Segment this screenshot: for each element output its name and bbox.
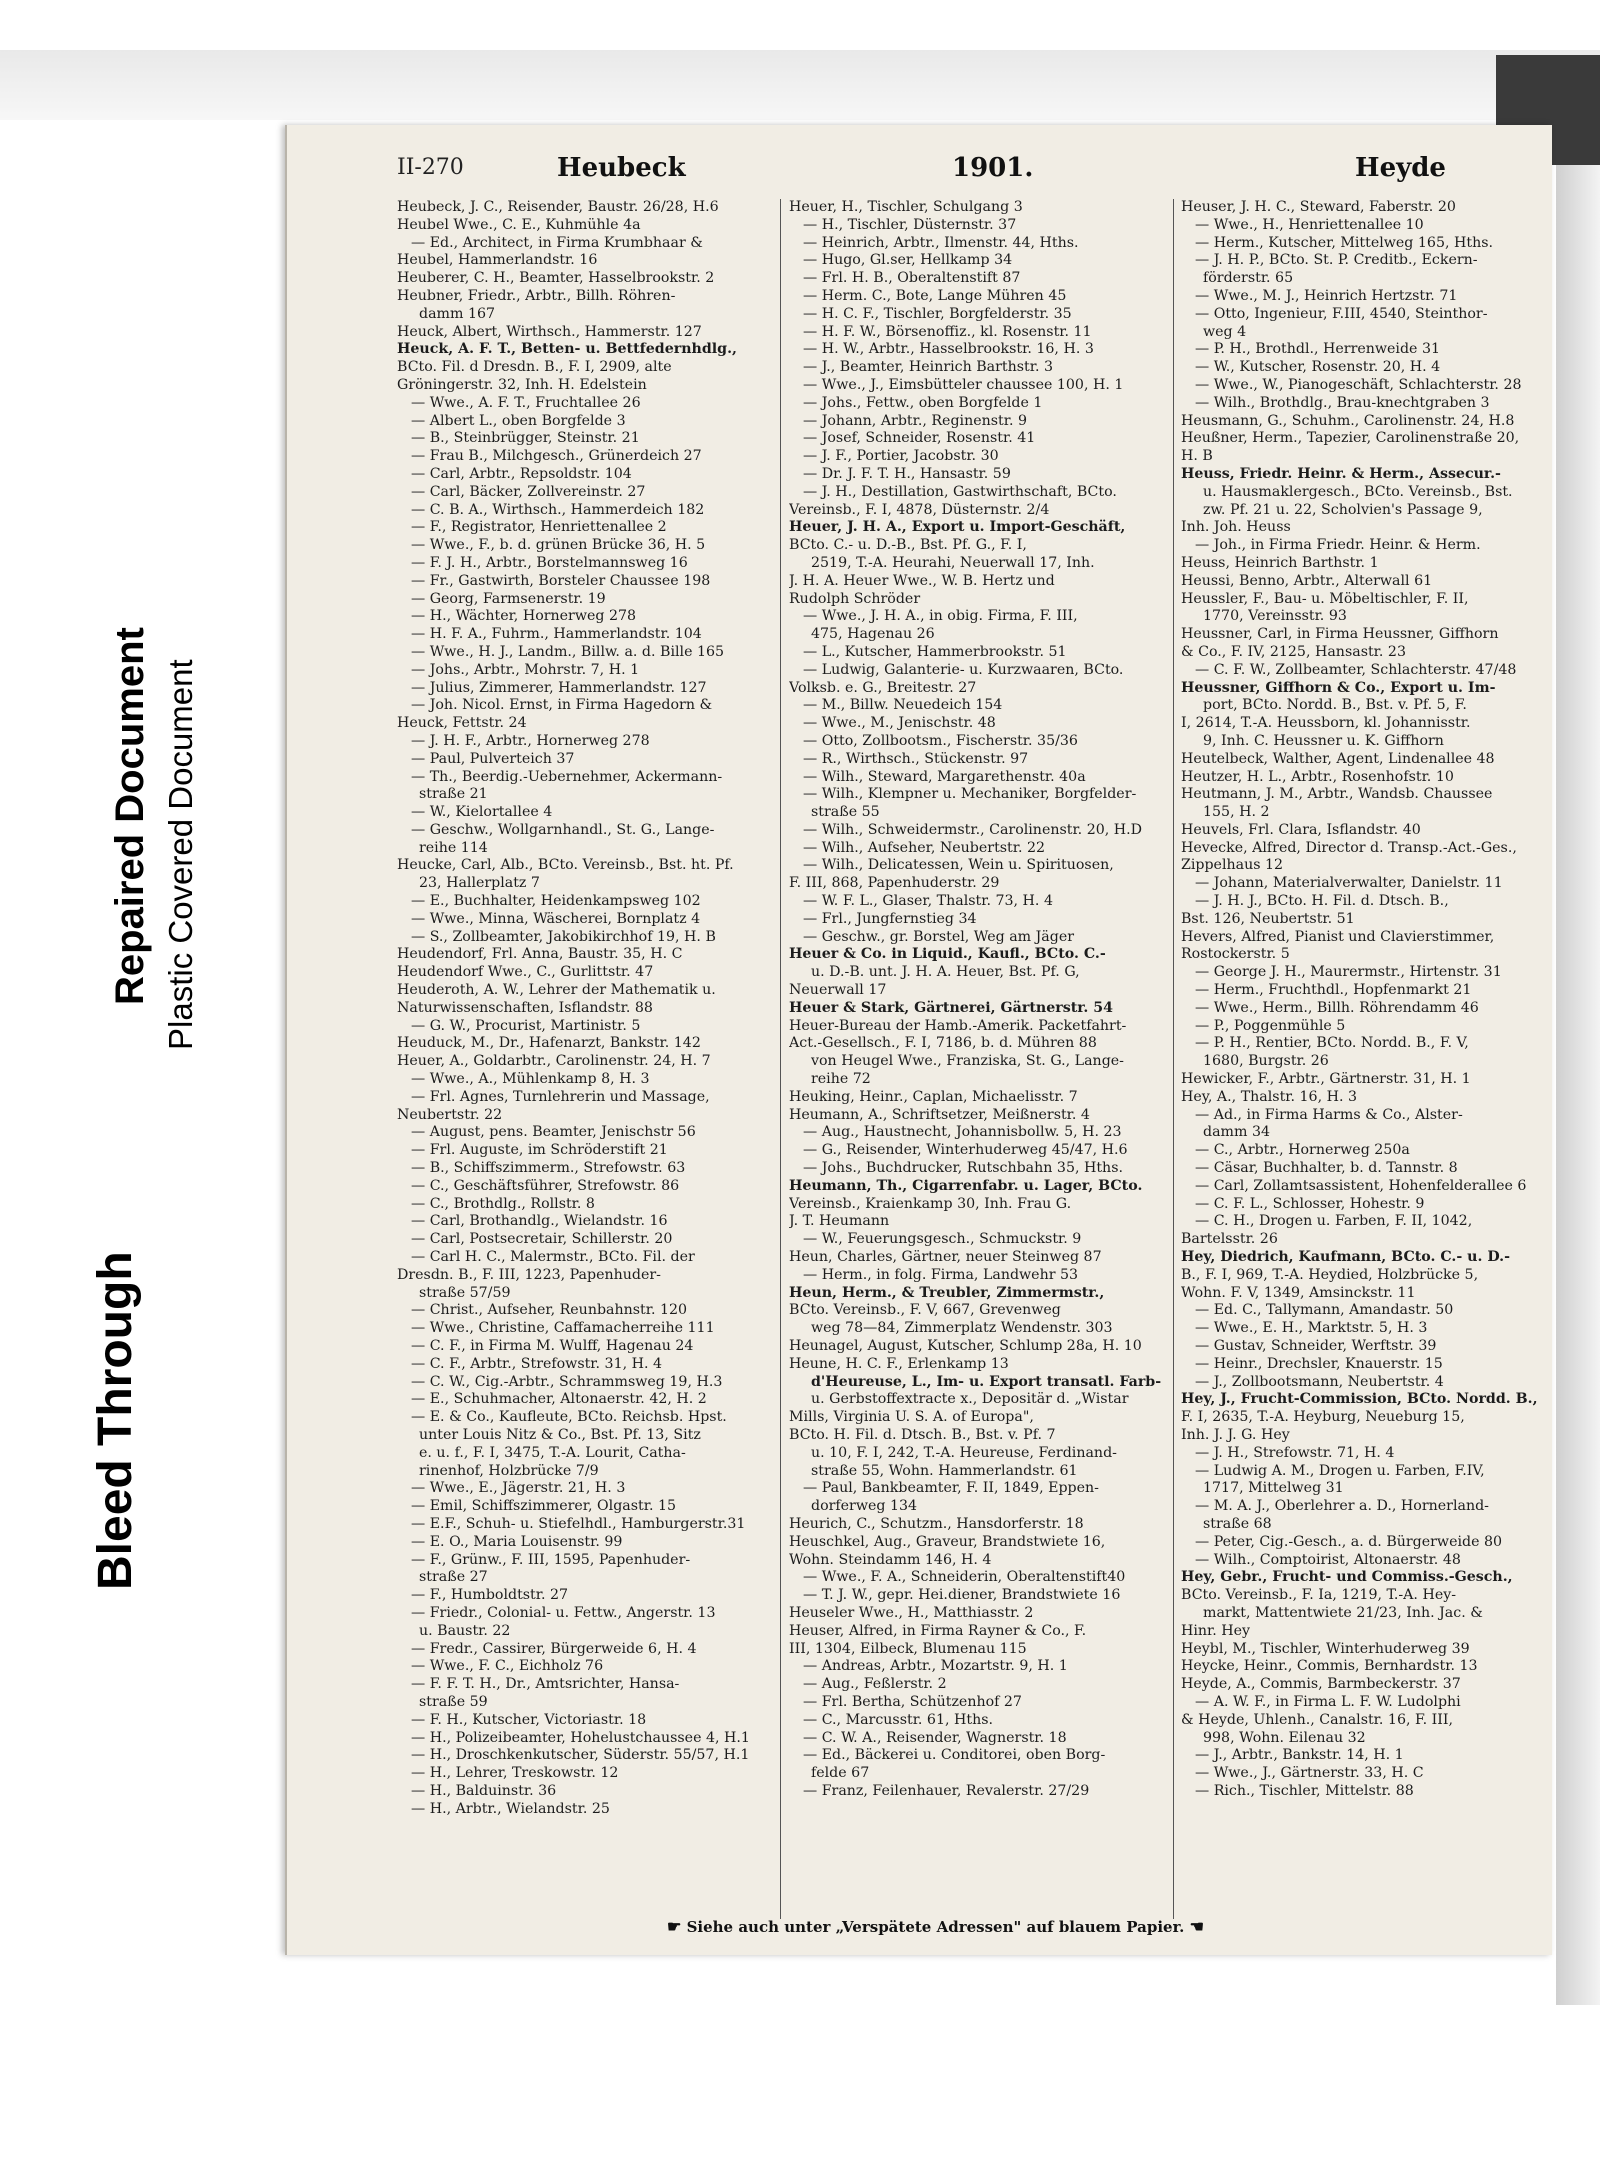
- directory-entry-line: — Frl. Agnes, Turnlehrerin und Massage,: [411, 1088, 710, 1105]
- directory-entry-line: — F. J. H., Arbtr., Borstelmannsweg 16: [411, 554, 688, 571]
- directory-entry-line: — Paul, Pulverteich 37: [411, 750, 575, 767]
- directory-entry-line: I, 2614, T.-A. Heussborn, kl. Johannisstr.: [1181, 715, 1471, 732]
- directory-entry-line: — Johann, Materialverwalter, Danielstr. 11: [1195, 875, 1503, 892]
- directory-entry-line: — B., Schiffszimmerm., Strefowstr. 63: [411, 1160, 686, 1177]
- directory-entry-line: — Fredr., Cassirer, Bürgerweide 6, H. 4: [411, 1640, 697, 1657]
- directory-entry-line: Heussner, Giffhorn & Co., Export u. Im-: [1181, 679, 1496, 696]
- directory-entry-line: — Rich., Tischler, Mittelstr. 88: [1195, 1782, 1414, 1799]
- directory-entry-line: — F., Registrator, Henriettenallee 2: [411, 519, 667, 536]
- directory-entry-line: Mills, Virginia U. S. A. of Europa",: [789, 1409, 1034, 1426]
- directory-entry-line: Heuking, Heinr., Caplan, Michaelisstr. 7: [789, 1088, 1078, 1105]
- directory-entry-line: — Emil, Schiffszimmerer, Olgastr. 15: [411, 1498, 677, 1515]
- directory-entry-line: Hevecke, Alfred, Director d. Transp.-Act.-Ges.,: [1181, 839, 1517, 856]
- directory-entry-line: Heuer, H., Tischler, Schulgang 3: [789, 199, 1023, 215]
- header-right-catchword: Heyde: [1355, 153, 1446, 183]
- directory-entry-line: d'Heureuse, L., Im- u. Export transatl. Farb-: [811, 1373, 1161, 1390]
- directory-entry-line: Heuseler Wwe., H., Matthiasstr. 2: [789, 1604, 1034, 1621]
- directory-entry-line: — Wwe., M., Jenischstr. 48: [803, 715, 996, 732]
- directory-entry-line: — Wilh., Steward, Margarethenstr. 40a: [803, 768, 1086, 785]
- directory-entry-line: Rostockerstr. 5: [1181, 946, 1290, 963]
- directory-entry-line: — J. H., Destillation, Gastwirthschaft, BCto.: [803, 483, 1117, 500]
- directory-entry-line: — Herm., Fruchthdl., Hopfenmarkt 21: [1195, 982, 1472, 999]
- directory-entry-line: Hewicker, F., Arbtr., Gärtnerstr. 31, H. 1: [1181, 1071, 1471, 1088]
- directory-entry-line: — Wwe., W., Pianogeschäft, Schlachterstr. 28: [1195, 376, 1522, 393]
- directory-entry-line: Heuser, Alfred, in Firma Rayner & Co., F.: [789, 1622, 1087, 1639]
- directory-entry-line: straße 55, Wohn. Hammerlandstr. 61: [811, 1462, 1078, 1479]
- directory-entry-line: Heutelbeck, Walther, Agent, Lindenallee 48: [1181, 750, 1495, 767]
- directory-entry-line: weg 78—84, Zimmerplatz Wendenstr. 303: [811, 1320, 1113, 1337]
- directory-entry-line: Neuerwall 17: [789, 982, 887, 999]
- column-1: [397, 199, 769, 1819]
- directory-entry-line: — W., Kielortallee 4: [411, 804, 553, 821]
- directory-entry-line: — H., Wächter, Hornerweg 278: [411, 608, 637, 625]
- directory-entry-line: — C. F., Arbtr., Strefowstr. 31, H. 4: [411, 1355, 663, 1372]
- directory-entry-line: Wohn. Steindamm 146, H. 4: [789, 1551, 992, 1568]
- directory-entry-line: — F. H., Kutscher, Victoriastr. 18: [411, 1711, 647, 1728]
- directory-entry-line: — Carl, Arbtr., Repsoldstr. 104: [411, 465, 632, 482]
- directory-entry-line: — Wilh., Comptoirist, Altonaerstr. 48: [1195, 1551, 1461, 1568]
- directory-entry-line: Dresdn. B., F. III, 1223, Papenhuder-: [397, 1266, 661, 1283]
- header-left-catchword: Heubeck: [557, 153, 686, 183]
- directory-entry-line: — Ed., Bäckerei u. Conditorei, oben Borg-: [803, 1747, 1106, 1764]
- directory-entry-line: — Wwe., Christine, Caffamacherreihe 111: [411, 1320, 715, 1337]
- directory-entry-line: Heuer-Bureau der Hamb.-Amerik. Packetfahrt-: [789, 1017, 1127, 1034]
- column-divider: [1173, 199, 1174, 1919]
- directory-entry-line: — P. H., Rentier, BCto. Nordd. B., F. V,: [1195, 1035, 1469, 1052]
- directory-entry-line: Heuck, Fettstr. 24: [397, 715, 527, 732]
- directory-entry-line: — H., Arbtr., Wielandstr. 25: [411, 1800, 610, 1817]
- directory-entry-line: felde 67: [811, 1765, 870, 1782]
- directory-entry-line: 23, Hallerplatz 7: [419, 875, 540, 892]
- directory-entry-line: — Josef, Schneider, Rosenstr. 41: [803, 430, 1036, 447]
- directory-entry-line: BCto. C.- u. D.-B., Bst. Pf. G., F. I,: [789, 537, 1027, 554]
- directory-entry-line: — Wilh., Schweidermstr., Carolinenstr. 20, H.D: [803, 821, 1143, 838]
- directory-entry-line: Heuberer, C. H., Beamter, Hasselbrookstr. 2: [397, 270, 715, 287]
- directory-entry-line: Heutzer, H. L., Arbtr., Rosenhofstr. 10: [1181, 768, 1454, 785]
- directory-entry-line: dorferweg 134: [811, 1498, 918, 1515]
- directory-entry-line: 9, Inh. C. Heussner u. K. Giffhorn: [1203, 732, 1444, 749]
- directory-entry-line: — Carl, Zollamtsassistent, Hohenfelderallee 6: [1195, 1177, 1527, 1194]
- directory-entry-line: — Wwe., H. J., Landm., Billw. a. d. Bille 165: [411, 643, 725, 660]
- directory-entry-line: BCto. Fil. d Dresdn. B., F. I, 2909, alte: [397, 359, 672, 376]
- directory-entry-line: — E. & Co., Kaufleute, BCto. Reichsb. Hpst.: [411, 1409, 727, 1426]
- pointing-hand-right-icon: ☚: [1189, 1917, 1204, 1936]
- directory-entry-line: Heuser, J. H. C., Steward, Faberstr. 20: [1181, 199, 1456, 215]
- directory-entry-line: BCto. Vereinsb., F. Ia, 1219, T.-A. Hey-: [1181, 1587, 1457, 1604]
- directory-entry-line: — E. O., Maria Louisenstr. 99: [411, 1533, 623, 1550]
- directory-entry-line: weg 4: [1203, 323, 1247, 340]
- directory-entry-line: — Julius, Zimmerer, Hammerlandstr. 127: [411, 679, 707, 696]
- directory-entry-line: — Wwe., M. J., Heinrich Hertzstr. 71: [1195, 287, 1458, 304]
- directory-entry-line: — B., Steinbrügger, Steinstr. 21: [411, 430, 640, 447]
- directory-entry-line: Heumann, A., Schriftsetzer, Meißnerstr. 4: [789, 1106, 1090, 1123]
- directory-entry-line: Heudendorf Wwe., C., Gurlittstr. 47: [397, 964, 654, 981]
- directory-entry-line: 1680, Burgstr. 26: [1203, 1053, 1329, 1070]
- directory-entry-line: reihe 114: [419, 839, 488, 856]
- directory-entry-line: — Carl, Bäcker, Zollvereinstr. 27: [411, 483, 646, 500]
- directory-entry-line: — Johann, Arbtr., Reginenstr. 9: [803, 412, 1027, 429]
- directory-entry-line: — H., Droschkenkutscher, Süderstr. 55/57, H.1: [411, 1747, 750, 1764]
- directory-entry-line: — Aug., Feßlerstr. 2: [803, 1676, 947, 1693]
- directory-entry-line: Vereinsb., Kraienkamp 30, Inh. Frau G.: [789, 1195, 1072, 1212]
- directory-entry-line: — Otto, Zollbootsm., Fischerstr. 35/36: [803, 732, 1078, 749]
- column-divider: [780, 199, 781, 1919]
- directory-entry-line: — Otto, Ingenieur, F.III, 4540, Steinthor-: [1195, 305, 1488, 322]
- directory-entry-line: — C. W., Cig.-Arbtr., Schrammsweg 19, H.3: [411, 1373, 723, 1390]
- directory-entry-line: Naturwissenschaften, Isflandstr. 88: [397, 999, 653, 1016]
- directory-entry-line: u. Hausmaklergesch., BCto. Vereinsb., Bst.: [1203, 483, 1513, 500]
- directory-entry-line: Wohn. F. V, 1349, Amsinckstr. 11: [1181, 1284, 1416, 1301]
- directory-entry-line: — Geschw., Wollgarnhandl., St. G., Lange-: [411, 821, 715, 838]
- directory-entry-line: straße 21: [419, 786, 488, 803]
- directory-entry-line: — Joh. Nicol. Ernst, in Firma Hagedorn &: [411, 697, 713, 714]
- directory-entry-line: Act.-Gesellsch., F. I, 7186, b. d. Mühren 88: [789, 1035, 1097, 1052]
- directory-entry-line: Heuck, Albert, Wirthsch., Hammerstr. 127: [397, 323, 702, 340]
- directory-entry-line: F. I, 2635, T.-A. Heyburg, Neueburg 15,: [1181, 1409, 1465, 1426]
- directory-entry-line: Heuer & Stark, Gärtnerei, Gärtnerstr. 54: [789, 999, 1114, 1016]
- directory-entry-line: Heuer, J. H. A., Export u. Import-Geschäft,: [789, 519, 1126, 536]
- directory-entry-line: & Co., F. IV, 2125, Hansastr. 23: [1181, 643, 1406, 660]
- directory-entry-line: — C. H., Drogen u. Farben, F. II, 1042,: [1195, 1213, 1473, 1230]
- directory-entry-line: — Heinrich, Arbtr., Ilmenstr. 44, Hths.: [803, 234, 1079, 251]
- directory-entry-line: — Carl, Postsecretair, Schillerstr. 20: [411, 1231, 673, 1248]
- directory-entry-line: — Friedr., Colonial- u. Fettw., Angerstr. 13: [411, 1604, 716, 1621]
- directory-entry-line: — J. H., Strefowstr. 71, H. 4: [1195, 1444, 1395, 1461]
- directory-entry-line: — Frl. H. B., Oberaltenstift 87: [803, 270, 1021, 287]
- directory-entry-line: — J., Arbtr., Bankstr. 14, H. 1: [1195, 1747, 1404, 1764]
- directory-entry-line: — G. W., Procurist, Martinistr. 5: [411, 1017, 641, 1034]
- directory-entry-line: straße 59: [419, 1693, 488, 1710]
- directory-entry-line: Volksb. e. G., Breitestr. 27: [789, 679, 977, 696]
- directory-entry-line: B., F. I, 969, T.-A. Heydied, Holzbrücke 5,: [1181, 1266, 1479, 1283]
- page-number: II-270: [397, 155, 464, 180]
- directory-entry-line: Heussler, F., Bau- u. Möbeltischler, F. II,: [1181, 590, 1469, 607]
- directory-entry-line: port, BCto. Nordd. B., Bst. v. Pf. 5, F.: [1203, 697, 1467, 714]
- directory-entry-line: Heuer, A., Goldarbtr., Carolinenstr. 24, H. 7: [397, 1053, 711, 1070]
- directory-entry-line: — W. F. L., Glaser, Thalstr. 73, H. 4: [803, 893, 1053, 910]
- directory-entry-line: Heußner, Herm., Tapezier, Carolinenstraße 20,: [1181, 430, 1520, 447]
- scan-right-edge: [1556, 55, 1600, 2005]
- directory-entry-line: — W., Feuerungsgesch., Schmuckstr. 9: [803, 1231, 1082, 1248]
- directory-entry-line: Heubel, Hammerlandstr. 16: [397, 252, 598, 269]
- directory-entry-line: — Wwe., A. F. T., Fruchtallee 26: [411, 394, 641, 411]
- directory-entry-line: Zippelhaus 12: [1181, 857, 1284, 874]
- directory-entry-line: — Herm. C., Bote, Lange Mühren 45: [803, 287, 1067, 304]
- directory-entry-line: Gröningerstr. 32, Inh. H. Edelstein: [397, 376, 647, 393]
- directory-entry-line: BCto. Vereinsb., F. V, 667, Grevenweg: [789, 1302, 1061, 1319]
- directory-entry-line: — Dr. J. F. T. H., Hansastr. 59: [803, 465, 1011, 482]
- directory-entry-line: Vereinsb., F. I, 4878, Düsternstr. 2/4: [789, 501, 1050, 518]
- directory-entry-line: — E., Buchhalter, Heidenkampsweg 102: [411, 893, 701, 910]
- directory-entry-line: — J. H. P., BCto. St. P. Creditb., Eckern-: [1195, 252, 1478, 269]
- directory-entry-line: J. T. Heumann: [789, 1213, 890, 1230]
- directory-entry-line: — Wwe., J., Eimsbütteler chaussee 100, H. 1: [803, 376, 1124, 393]
- directory-entry-line: u. D.-B. unt. J. H. A. Heuer, Bst. Pf. G,: [811, 964, 1080, 981]
- directory-entry-line: — Wwe., J., Gärtnerstr. 33, H. C: [1195, 1765, 1424, 1782]
- footer-text: Siehe auch unter „Verspätete Adressen" auf blauem Papier.: [686, 1918, 1185, 1936]
- directory-entry-line: Bartelsstr. 26: [1181, 1231, 1278, 1248]
- directory-entry-line: — Gustav, Schneider, Werftstr. 39: [1195, 1338, 1437, 1354]
- directory-entry-line: Heumann, Th., Cigarrenfabr. u. Lager, BCto.: [789, 1177, 1143, 1194]
- directory-entry-line: Heuschkel, Aug., Graveur, Brandstwiete 16,: [789, 1533, 1106, 1550]
- directory-entry-line: von Heugel Wwe., Franziska, St. G., Lange-: [811, 1053, 1124, 1070]
- directory-entry-line: Heun, Herm., & Treubler, Zimmermstr.,: [789, 1284, 1105, 1301]
- directory-entry-line: Heuer & Co. in Liquid., Kaufl., BCto. C.-: [789, 946, 1106, 963]
- directory-entry-line: — H. F. A., Fuhrm., Hammerlandstr. 104: [411, 626, 702, 643]
- directory-entry-line: — Aug., Haustnecht, Johannisbollw. 5, H. 23: [803, 1124, 1122, 1141]
- directory-entry-line: — August, pens. Beamter, Jenischstr 56: [411, 1124, 696, 1141]
- label-bleed-through: Bleed Through: [89, 1251, 142, 1590]
- directory-entry-line: — Albert L., oben Borgfelde 3: [411, 412, 626, 429]
- directory-entry-line: — J. H. F., Arbtr., Hornerweg 278: [411, 732, 650, 749]
- directory-entry-line: 475, Hagenau 26: [811, 626, 935, 643]
- directory-entry-line: — Johs., Fettw., oben Borgfelde 1: [803, 394, 1043, 411]
- directory-entry-line: — C., Marcusstr. 61, Hths.: [803, 1711, 994, 1728]
- directory-entry-line: Hinr. Hey: [1181, 1622, 1251, 1639]
- directory-entry-line: förderstr. 65: [1203, 270, 1294, 287]
- directory-entry-line: — Frl. Auguste, im Schröderstift 21: [411, 1142, 668, 1159]
- directory-entry-line: Hey, Diedrich, Kaufmann, BCto. C.- u. D.-: [1181, 1249, 1511, 1266]
- directory-entry-line: Heubel Wwe., C. E., Kuhmühle 4a: [397, 216, 641, 233]
- directory-entry-line: — C. F., in Firma M. Wulff, Hagenau 24: [411, 1338, 694, 1354]
- directory-entry-line: — C. W. A., Reisender, Wagnerstr. 18: [803, 1729, 1067, 1746]
- directory-entry-line: straße 55: [811, 804, 880, 821]
- directory-entry-line: — C. F. L., Schlosser, Hohestr. 9: [1195, 1195, 1425, 1212]
- directory-entry-line: Heurich, C., Schutzm., Hansdorferstr. 18: [789, 1515, 1084, 1532]
- directory-entry-line: 1717, Mittelweg 31: [1203, 1480, 1344, 1497]
- directory-entry-line: BCto. H. Fil. d. Dtsch. B., Bst. v. Pf. 7: [789, 1426, 1056, 1443]
- page-content: [397, 155, 1552, 1945]
- directory-entry-line: — Wilh., Aufseher, Neubertstr. 22: [803, 839, 1046, 856]
- directory-entry-line: — H. C. F., Tischler, Borgfelderstr. 35: [803, 305, 1072, 322]
- directory-entry-line: — Johs., Buchdrucker, Rutschbahn 35, Hths.: [803, 1160, 1123, 1177]
- directory-entry-line: Heussner, Carl, in Firma Heussner, Giffhorn: [1181, 626, 1499, 643]
- directory-entry-line: Heuss, Heinrich Barthstr. 1: [1181, 554, 1379, 571]
- directory-entry-line: — Hugo, Gl.ser, Hellkamp 34: [803, 252, 1013, 269]
- directory-entry-line: Heyde, A., Commis, Barmbeckerstr. 37: [1181, 1676, 1461, 1693]
- pointing-hand-left-icon: ☛: [667, 1917, 682, 1936]
- directory-entry-line: — Wwe., Herm., Billh. Röhrendamm 46: [1195, 999, 1479, 1016]
- directory-entry-line: — Peter, Cig.-Gesch., a. d. Bürgerweide 80: [1195, 1533, 1503, 1550]
- directory-entry-line: u. Gerbstoffextracte x., Depositär d. „Wistar: [811, 1391, 1129, 1408]
- directory-entry-line: — Herm., Kutscher, Mittelweg 165, Hths.: [1195, 234, 1493, 251]
- directory-entry-line: — Wilh., Delicatessen, Wein u. Spirituosen,: [803, 857, 1114, 874]
- column-3: [1181, 199, 1553, 1801]
- directory-entry-line: — Wwe., H., Henriettenallee 10: [1195, 216, 1424, 233]
- directory-entry-line: straße 68: [1203, 1515, 1272, 1532]
- directory-entry-line: Heuderoth, A. W., Lehrer der Mathematik u.: [397, 982, 716, 999]
- directory-entry-line: — J., Zollbootsmann, Neubertstr. 4: [1195, 1373, 1444, 1390]
- directory-entry-line: Heuduck, M., Dr., Hafenarzt, Bankstr. 142: [397, 1035, 701, 1052]
- directory-entry-line: — Ad., in Firma Harms & Co., Alster-: [1195, 1106, 1463, 1123]
- directory-entry-line: — Wilh., Klempner u. Mechaniker, Borgfelder-: [803, 786, 1137, 803]
- directory-entry-line: III, 1304, Eilbeck, Blumenau 115: [789, 1640, 1027, 1657]
- directory-entry-line: — H., Polizeibeamter, Hohelustchaussee 4, H.1: [411, 1729, 750, 1746]
- directory-entry-line: damm 34: [1203, 1124, 1271, 1141]
- directory-entry-line: — L., Kutscher, Hammerbrookstr. 51: [803, 643, 1067, 660]
- directory-entry-line: Inh. J. J. G. Hey: [1181, 1426, 1290, 1443]
- directory-entry-line: — Wwe., A., Mühlenkamp 8, H. 3: [411, 1071, 650, 1088]
- directory-entry-line: — P., Poggenmühle 5: [1195, 1017, 1346, 1034]
- directory-entry-line: Heutmann, J. M., Arbtr., Wandsb. Chaussee: [1181, 786, 1493, 803]
- directory-entry-line: markt, Mattentwiete 21/23, Inh. Jac. &: [1203, 1604, 1483, 1621]
- directory-entry-line: — C. B. A., Wirthsch., Hammerdeich 182: [411, 501, 705, 518]
- directory-entry-line: — George J. H., Maurermstr., Hirtenstr. 31: [1195, 964, 1502, 981]
- directory-entry-line: H. B: [1181, 448, 1213, 465]
- directory-entry-line: — Andreas, Arbtr., Mozartstr. 9, H. 1: [803, 1658, 1068, 1675]
- directory-entry-line: — Ludwig A. M., Drogen u. Farben, F.IV,: [1195, 1462, 1485, 1479]
- directory-entry-line: — Wwe., E., Jägerstr. 21, H. 3: [411, 1480, 626, 1497]
- directory-entry-line: — Geschw., gr. Borstel, Weg am Jäger: [803, 928, 1075, 945]
- directory-entry-line: — Cäsar, Buchhalter, b. d. Tannstr. 8: [1195, 1160, 1458, 1177]
- directory-entry-line: Hey, Gebr., Frucht- und Commiss.-Gesch.,: [1181, 1569, 1513, 1586]
- directory-entry-line: reihe 72: [811, 1071, 871, 1088]
- label-plastic-covered: Plastic Covered Document: [162, 659, 199, 1050]
- directory-entry-line: Heudendorf, Frl. Anna, Baustr. 35, H. C: [397, 946, 683, 963]
- page-footer-note: [667, 1917, 1204, 1936]
- directory-entry-line: Heybl, M., Tischler, Winterhuderweg 39: [1181, 1640, 1470, 1657]
- header-year: 1901.: [952, 153, 1034, 183]
- directory-entry-line: — H., Balduinstr. 36: [411, 1782, 557, 1799]
- directory-entry-line: Bst. 126, Neubertstr. 51: [1181, 910, 1355, 927]
- directory-entry-line: 1770, Vereinsstr. 93: [1203, 608, 1347, 625]
- directory-entry-line: Heuck, A. F. T., Betten- u. Bettfedernhdlg.,: [397, 341, 737, 358]
- directory-entry-line: damm 167: [419, 305, 496, 322]
- label-repaired-document: Repaired Document: [108, 627, 152, 1005]
- directory-entry-line: Heun, Charles, Gärtner, neuer Steinweg 87: [789, 1249, 1102, 1266]
- directory-entry-line: — Heinr., Drechsler, Knauerstr. 15: [1195, 1355, 1443, 1372]
- directory-entry-line: — E.F., Schuh- u. Stiefelhdl., Hamburgerstr.31: [411, 1515, 746, 1532]
- directory-entry-line: — T. J. W., gepr. Hei.diener, Brandstwiete 16: [803, 1587, 1121, 1604]
- directory-entry-line: — Wilh., Brothdlg., Brau-knechtgraben 3: [1195, 394, 1490, 411]
- directory-entry-line: — G., Reisender, Winterhuderweg 45/47, H.6: [803, 1142, 1128, 1159]
- directory-entry-line: u. Baustr. 22: [419, 1622, 511, 1639]
- directory-entry-line: — Wwe., F., b. d. grünen Brücke 36, H. 5: [411, 537, 706, 554]
- directory-entry-line: F. III, 868, Papenhuderstr. 29: [789, 875, 1000, 892]
- directory-entry-line: — C., Geschäftsführer, Strefowstr. 86: [411, 1177, 680, 1194]
- directory-entry-line: — Ed., Architect, in Firma Krumbhaar &: [411, 234, 703, 251]
- directory-entry-line: Hey, J., Frucht-Commission, BCto. Nordd. B.,: [1181, 1391, 1538, 1408]
- directory-entry-line: — C. F. W., Zollbeamter, Schlachterstr. 47/48: [1195, 661, 1517, 678]
- directory-entry-line: — F., Humboldtstr. 27: [411, 1587, 569, 1604]
- directory-entry-line: — Frl. Bertha, Schützenhof 27: [803, 1693, 1022, 1710]
- directory-entry-line: straße 57/59: [419, 1284, 511, 1301]
- directory-entry-line: — J. H. J., BCto. H. Fil. d. Dtsch. B.,: [1195, 893, 1449, 910]
- directory-entry-line: — P. H., Brothdl., Herrenweide 31: [1195, 341, 1441, 358]
- directory-entry-line: 2519, T.-A. Heurahi, Neuerwall 17, Inh.: [811, 554, 1095, 571]
- directory-entry-line: Heussi, Benno, Arbtr., Alterwall 61: [1181, 572, 1433, 589]
- directory-entry-line: — F. F. T. H., Dr., Amtsrichter, Hansa-: [411, 1676, 680, 1693]
- directory-entry-line: Hey, A., Thalstr. 16, H. 3: [1181, 1088, 1358, 1105]
- directory-entry-line: Neubertstr. 22: [397, 1106, 503, 1123]
- directory-entry-line: zw. Pf. 21 u. 22, Scholvien's Passage 9,: [1203, 501, 1483, 518]
- directory-entry-line: Heubeck, J. C., Reisender, Baustr. 26/28, H.6: [397, 199, 719, 215]
- directory-entry-line: — A. W. F., in Firma L. F. W. Ludolphi: [1195, 1693, 1461, 1710]
- directory-entry-line: — Christ., Aufseher, Reunbahnstr. 120: [411, 1302, 688, 1319]
- directory-entry-line: — H., Tischler, Düsternstr. 37: [803, 216, 1017, 233]
- directory-entry-line: — H. W., Arbtr., Hasselbrookstr. 16, H. 3: [803, 341, 1094, 358]
- directory-entry-line: — Ludwig, Galanterie- u. Kurzwaaren, BCto.: [803, 661, 1124, 678]
- directory-entry-line: Heusmann, G., Schuhm., Carolinenstr. 24, H.8: [1181, 412, 1515, 429]
- directory-entry-line: Heucke, Carl, Alb., BCto. Vereinsb., Bst. ht. Pf.: [397, 857, 734, 874]
- directory-entry-line: — Wwe., F. C., Eichholz 76: [411, 1658, 604, 1675]
- directory-entry-line: Heune, H. C. F., Erlenkamp 13: [789, 1355, 1009, 1372]
- directory-entry-line: — R., Wirthsch., Stückenstr. 97: [803, 750, 1029, 767]
- directory-entry-line: — Fr., Gastwirth, Borsteler Chaussee 198: [411, 572, 711, 589]
- directory-entry-line: Inh. Joh. Heuss: [1181, 519, 1291, 536]
- directory-entry-line: Heunagel, August, Kutscher, Schlump 28a, H. 10: [789, 1338, 1142, 1354]
- directory-entry-line: — Wwe., F. A., Schneiderin, Oberaltenstift40: [803, 1569, 1126, 1586]
- directory-entry-line: — Georg, Farmsenerstr. 19: [411, 590, 606, 607]
- scan-top-shadow: [0, 50, 1600, 120]
- directory-entry-line: — F., Grünw., F. III, 1595, Papenhuder-: [411, 1551, 691, 1568]
- directory-entry-line: u. 10, F. I, 242, T.-A. Heureuse, Ferdinand-: [811, 1444, 1117, 1461]
- directory-entry-line: Heuvels, Frl. Clara, Isflandstr. 40: [1181, 821, 1421, 838]
- directory-entry-line: — Wwe., J. H. A., in obig. Firma, F. III,: [803, 608, 1078, 625]
- directory-entry-line: — Johs., Arbtr., Mohrstr. 7, H. 1: [411, 661, 640, 678]
- directory-entry-line: — J. F., Portier, Jacobstr. 30: [803, 448, 999, 465]
- directory-entry-line: Rudolph Schröder: [789, 590, 921, 607]
- directory-entry-line: Heuss, Friedr. Heinr. & Herm., Assecur.-: [1181, 465, 1501, 482]
- column-2: [789, 199, 1161, 1801]
- directory-entry-line: e. u. f., F. I, 3475, T.-A. Lourit, Catha-: [419, 1444, 686, 1461]
- directory-entry-line: — Frau B., Milchgesch., Grünerdeich 27: [411, 448, 702, 465]
- directory-entry-line: — Frl., Jungfernstieg 34: [803, 910, 977, 927]
- directory-entry-line: — Carl, Brothandlg., Wielandstr. 16: [411, 1213, 668, 1230]
- page-header: [397, 155, 1547, 189]
- directory-entry-line: unter Louis Nitz & Co., Bst. Pf. 13, Sitz: [419, 1426, 701, 1443]
- directory-entry-line: — M. A. J., Oberlehrer a. D., Hornerland-: [1195, 1498, 1489, 1515]
- directory-entry-line: 155, H. 2: [1203, 804, 1270, 821]
- directory-entry-line: — W., Kutscher, Rosenstr. 20, H. 4: [1195, 359, 1441, 376]
- directory-entry-line: — Herm., in folg. Firma, Landwehr 53: [803, 1266, 1079, 1283]
- directory-entry-line: — Carl H. C., Malermstr., BCto. Fil. der: [411, 1249, 695, 1266]
- directory-entry-line: — E., Schuhmacher, Altonaerstr. 42, H. 2: [411, 1391, 707, 1408]
- directory-entry-line: — Franz, Feilenhauer, Revalerstr. 27/29: [803, 1782, 1090, 1799]
- directory-entry-line: — S., Zollbeamter, Jakobikirchhof 19, H. B: [411, 928, 716, 945]
- directory-entry-line: — C., Arbtr., Hornerweg 250a: [1195, 1142, 1410, 1159]
- directory-page: [285, 125, 1552, 1955]
- directory-entry-line: — Paul, Bankbeamter, F. II, 1849, Eppen-: [803, 1480, 1099, 1497]
- directory-entry-line: — J., Beamter, Heinrich Barthstr. 3: [803, 359, 1053, 376]
- directory-entry-line: — Wwe., E. H., Marktstr. 5, H. 3: [1195, 1320, 1428, 1337]
- directory-entry-line: J. H. A. Heuer Wwe., W. B. Hertz und: [789, 572, 1055, 589]
- directory-entry-line: — Joh., in Firma Friedr. Heinr. & Herm.: [1195, 537, 1481, 554]
- directory-entry-line: — C., Brothdlg., Rollstr. 8: [411, 1195, 595, 1212]
- directory-entry-line: straße 27: [419, 1569, 488, 1586]
- directory-entry-line: — Ed. C., Tallymann, Amandastr. 50: [1195, 1302, 1454, 1319]
- directory-entry-line: & Heyde, Uhlenh., Canalstr. 16, F. III,: [1181, 1711, 1453, 1728]
- directory-entry-line: rinenhof, Holzbrücke 7/9: [419, 1462, 599, 1479]
- directory-entry-line: — H. F. W., Börsenoffiz., kl. Rosenstr. 11: [803, 323, 1092, 340]
- directory-entry-line: — M., Billw. Neuedeich 154: [803, 697, 1003, 714]
- directory-entry-line: Heubner, Friedr., Arbtr., Billh. Röhren-: [397, 287, 676, 304]
- directory-entry-line: — Wwe., Minna, Wäscherei, Bornplatz 4: [411, 910, 701, 927]
- directory-entry-line: Hevers, Alfred, Pianist und Clavierstimmer,: [1181, 928, 1495, 945]
- directory-entry-line: Heycke, Heinr., Commis, Bernhardstr. 13: [1181, 1658, 1478, 1675]
- directory-entry-line: — H., Lehrer, Treskowstr. 12: [411, 1765, 619, 1782]
- directory-entry-line: — Th., Beerdig.-Uebernehmer, Ackermann-: [411, 768, 723, 785]
- directory-entry-line: 998, Wohn. Eilenau 32: [1203, 1729, 1366, 1746]
